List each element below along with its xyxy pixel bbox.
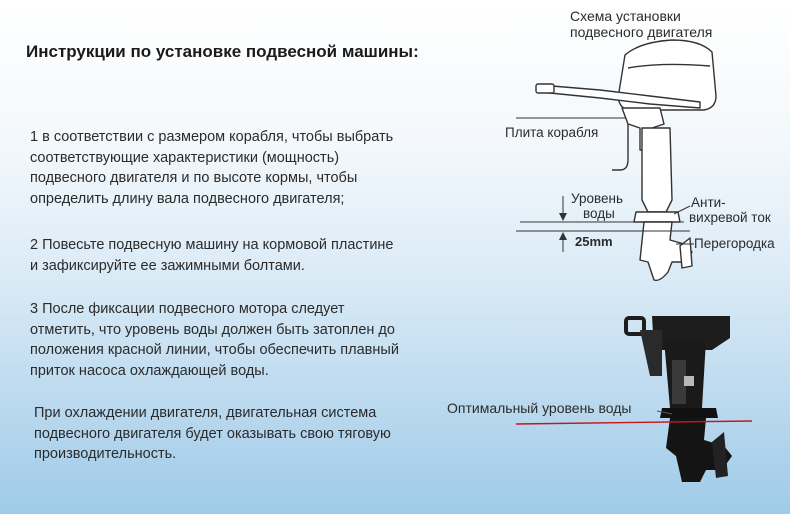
instruction-line: подвесного двигателя будет оказывать свою тяговую [34,425,391,442]
anti-vortex-line-text: вихревой ток [689,210,771,225]
diagram-title-line: Схема установки [570,8,681,24]
instruction-line: 3 После фиксации подвесного мотора следует [30,301,345,317]
instruction-line: соответствующие характеристики (мощность) [30,149,340,166]
water-level-line-text: Уровень [571,191,624,206]
optimal-level-label: Оптимальный уровень воды [447,400,632,416]
midsection [642,128,672,212]
partition-label: Перегородка [694,236,775,251]
instruction-line: положения красной линии, чтобы обеспечить плавный [30,342,399,358]
tiller-grip [536,84,554,93]
instruction-line: определить длину вала подвесного двигателя; [30,190,345,207]
anti-vortex-leader [674,206,690,214]
diagram-title [570,8,712,40]
page-title: Инструкции по установке подвесной машины: [26,42,419,61]
photo-bolt [684,376,694,386]
instruction-line: отметить, что уровень воды должен быть затоплен до [30,321,395,338]
photo-propeller [712,432,728,478]
motor-photo [516,316,752,482]
instruction-line: 2 Повесьте подвесную машину на кормовой пластине [30,237,394,253]
optimal-water-level-red-line [516,421,752,424]
propeller [680,238,692,268]
instruction-line: приток насоса охлаждающей воды. [30,362,269,379]
plate-label: Плита корабля [505,125,599,140]
dimension-arrows [559,213,567,240]
water-level-label [571,191,623,221]
anti-vortex-label [689,195,771,225]
measure-label: 25mm [575,234,613,249]
diagram-title-line: подвесного двигателя [570,24,713,40]
arrow-up-icon [559,232,567,240]
water-level-line-text: воды [583,206,615,221]
instruction-line: и зафиксируйте ее зажимными болтами. [30,257,305,274]
anti-ventilation-plate [634,212,680,222]
arrow-down-icon [559,213,567,221]
instruction-line: производительность. [34,446,177,462]
instruction-line: При охлаждении двигателя, двигательная система [34,405,377,421]
anti-vortex-line-text: Анти- [691,195,726,210]
instruction-line: 1 в соответствии с размером корабля, чтобы выбрать [30,129,394,145]
instruction-line: подвесного двигателя и по высоте кормы, чтобы [30,170,358,186]
clamp-bracket [612,124,628,170]
photo-clamp-screw [672,360,686,404]
photo-clamp-bracket [640,330,662,376]
